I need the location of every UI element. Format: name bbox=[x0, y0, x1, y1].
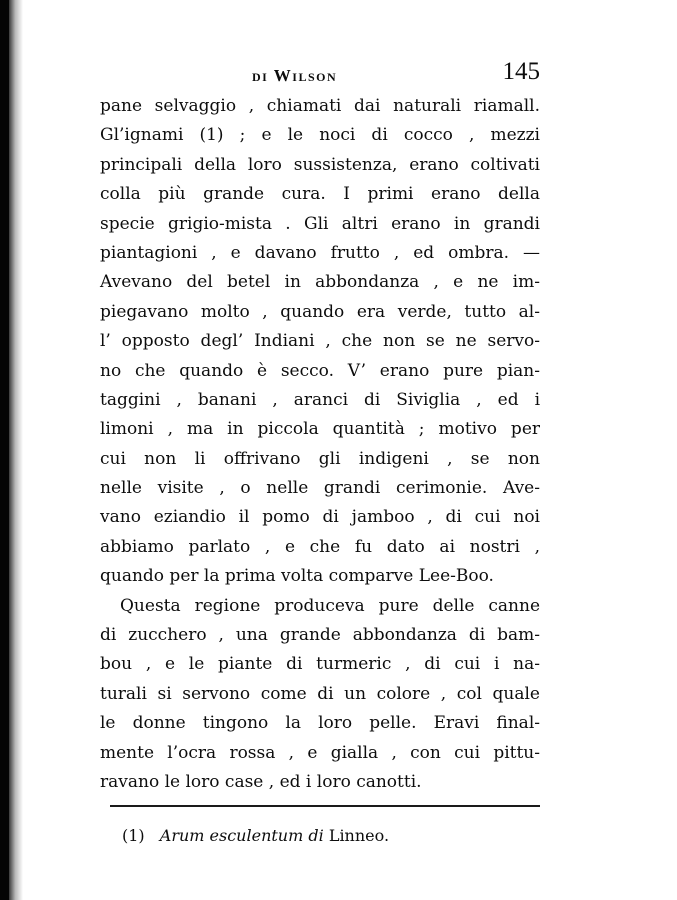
footnote-botanical-name: Arum esculentum di bbox=[159, 826, 324, 845]
text-line: taggini , banani , aranci di Siviglia , ed i bbox=[100, 389, 540, 410]
text-line: le donne tingono la loro pelle. Eravi final- bbox=[100, 713, 540, 734]
text-line: Avevano del betel in abbondanza , e ne im- bbox=[100, 272, 540, 293]
text-line: mente l’ocra rossa , e gialla , con cui pittu- bbox=[100, 742, 540, 763]
binding-shadow bbox=[9, 0, 23, 900]
footnote-author: Linneo. bbox=[328, 826, 390, 845]
body-text bbox=[100, 92, 540, 797]
running-head: di Wilson bbox=[252, 66, 338, 85]
text-line: bou , e le piante di turmeric , di cui i na- bbox=[100, 654, 540, 675]
text-line: turali si servono come di un colore , col quale bbox=[100, 683, 540, 704]
footnote-rule bbox=[110, 805, 540, 807]
text-line: ravano le loro case , ed i loro canotti. bbox=[100, 771, 422, 792]
book-binding-edge bbox=[0, 0, 9, 900]
text-line: Gl’ignami (1) ; e le noci di cocco , mezzi bbox=[100, 125, 540, 146]
text-line: nelle visite , o nelle grandi cerimonie. Ave- bbox=[100, 478, 540, 499]
text-line: di zucchero , una grande abbondanza di bam- bbox=[100, 625, 540, 646]
paragraph-first-line: Questa regione produceva pure delle canne bbox=[120, 595, 540, 616]
page-number: 145 bbox=[502, 58, 540, 85]
text-line: principali della loro sussistenza, erano coltivati bbox=[100, 154, 540, 175]
footnote bbox=[122, 826, 389, 845]
text-line: colla più grande cura. I primi erano della bbox=[100, 184, 540, 205]
text-line: specie grigio-mista . Gli altri erano in grandi bbox=[100, 213, 540, 234]
page-header bbox=[100, 58, 540, 92]
text-line: quando per la prima volta comparve Lee-Boo. bbox=[100, 566, 494, 587]
text-line: no che quando è secco. V’ erano pure pian- bbox=[100, 360, 540, 381]
text-line: vano eziandio il pomo di jamboo , di cui noi bbox=[100, 507, 540, 528]
text-line: limoni , ma in piccola quantità ; motivo per bbox=[100, 419, 540, 440]
text-line: pane selvaggio , chiamati dai naturali riamall. bbox=[100, 96, 540, 116]
text-line: abbiamo parlato , e che fu dato ai nostri , bbox=[100, 536, 540, 557]
footnote-marker: (1) bbox=[122, 826, 145, 845]
text-line: cui non li offrivano gli indigeni , se non bbox=[100, 448, 540, 469]
text-line: piantagioni , e davano frutto , ed ombra. — bbox=[100, 242, 540, 263]
text-line: piegavano molto , quando era verde, tutto al- bbox=[100, 301, 540, 322]
text-line: l’ opposto degl’ Indiani , che non se ne servo- bbox=[100, 331, 540, 352]
